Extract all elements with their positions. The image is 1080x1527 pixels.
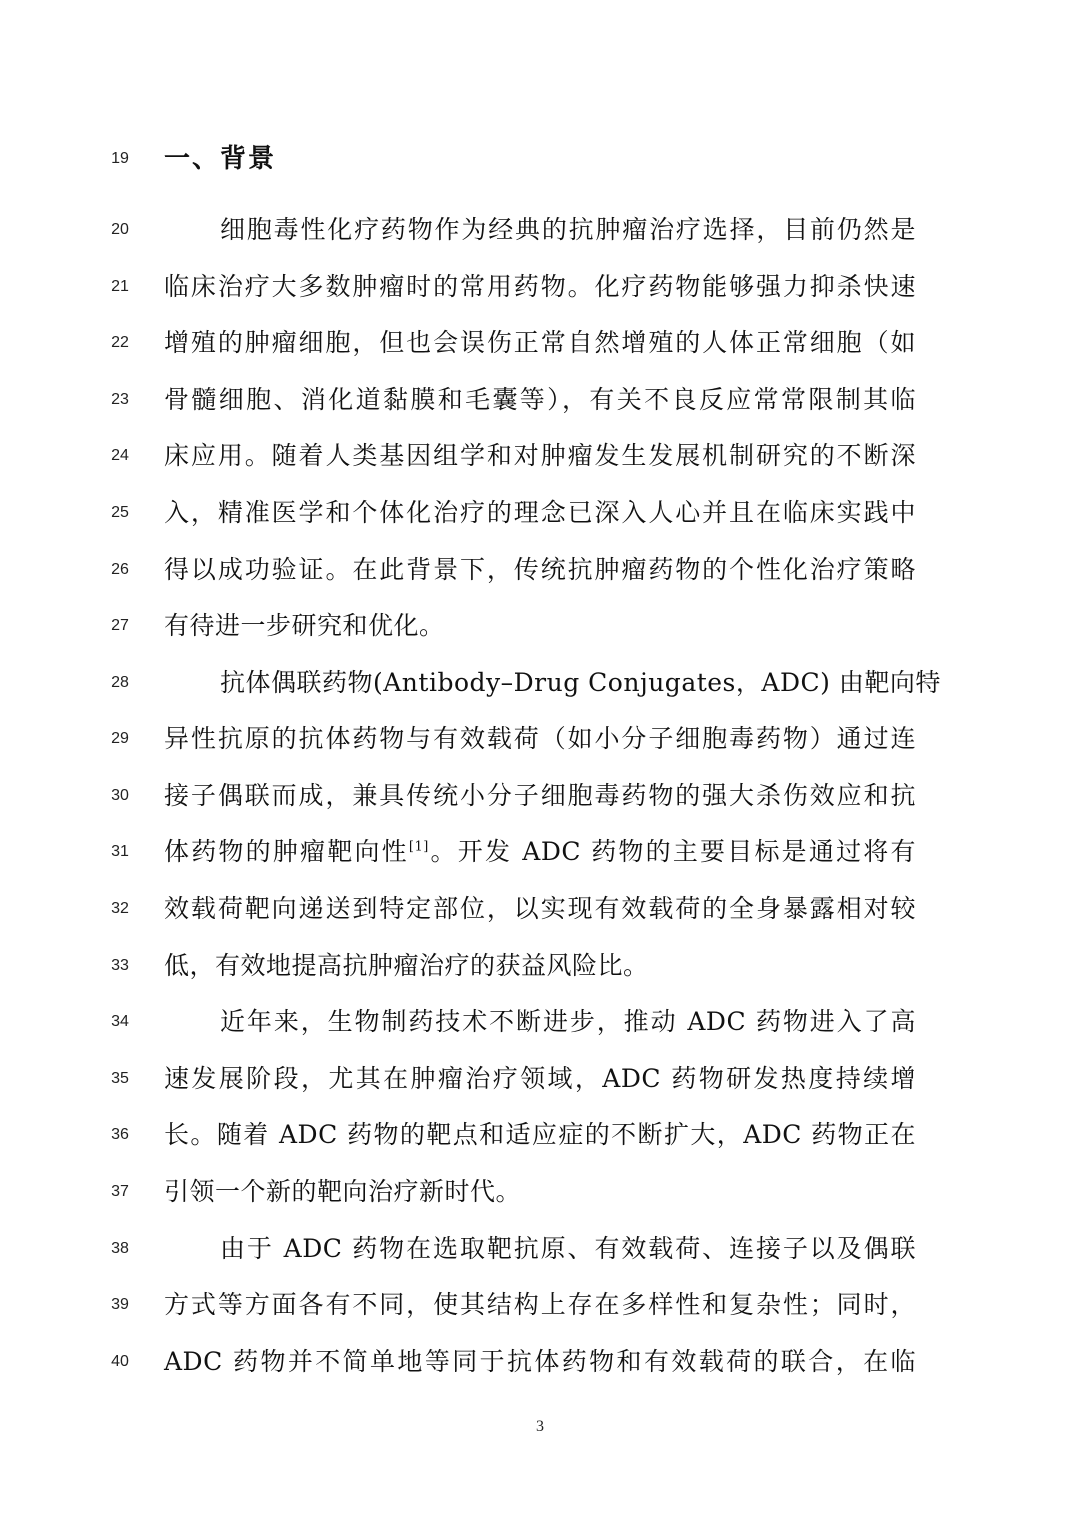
paragraph-text: 低，有效地提高抗肿瘤治疗的获益风险比。 xyxy=(164,951,649,980)
line-36 xyxy=(0,1115,1080,1155)
line-26 xyxy=(0,550,1080,590)
line-number: 40 xyxy=(111,1353,129,1370)
line-number: 19 xyxy=(111,150,129,167)
line-number: 33 xyxy=(111,957,129,974)
line-34 xyxy=(0,1002,1080,1042)
paragraph-text: 细胞毒性化疗药物作为经典的抗肿瘤治疗选择，目前仍然是 xyxy=(220,215,916,244)
line-19 xyxy=(0,139,1080,179)
line-27 xyxy=(0,606,1080,646)
paragraph-text: 近年来，生物制药技术不断进步，推动 ADC 药物进入了高 xyxy=(220,1007,916,1036)
line-number: 35 xyxy=(111,1070,129,1087)
line-40 xyxy=(0,1342,1080,1382)
section-heading: 一、背景 xyxy=(164,144,277,174)
paragraph-text: 异性抗原的抗体药物与有效载荷（如小分子细胞毒药物）通过连 xyxy=(164,724,916,753)
line-number: 29 xyxy=(111,730,129,747)
paragraph-text: 得以成功验证。在此背景下，传统抗肿瘤药物的个性化治疗策略 xyxy=(164,555,916,584)
line-number: 38 xyxy=(111,1240,129,1257)
paragraph-text: 抗体偶联药物(Antibody–Drug Conjugates，ADC) 由靶向特 xyxy=(220,668,941,697)
paragraph-text: 增殖的肿瘤细胞，但也会误伤正常自然增殖的人体正常细胞（如 xyxy=(164,328,916,357)
line-25 xyxy=(0,493,1080,533)
line-23 xyxy=(0,380,1080,420)
paragraph-text: 引领一个新的靶向治疗新时代。 xyxy=(164,1177,522,1206)
paragraph-text: 临床治疗大多数肿瘤时的常用药物。化疗药物能够强力抑杀快速 xyxy=(164,272,916,301)
line-number: 23 xyxy=(111,391,129,408)
line-number: 30 xyxy=(111,787,129,804)
line-number: 25 xyxy=(111,504,129,521)
line-20 xyxy=(0,210,1080,250)
paragraph-text: 床应用。随着人类基因组学和对肿瘤发生发展机制研究的不断深 xyxy=(164,441,916,470)
line-number: 32 xyxy=(111,900,129,917)
line-number: 31 xyxy=(111,843,129,860)
line-number: 39 xyxy=(111,1296,129,1313)
line-35 xyxy=(0,1059,1080,1099)
paragraph-text: 方式等方面各有不同，使其结构上存在多样性和复杂性；同时， xyxy=(164,1290,916,1319)
line-28 xyxy=(0,663,1080,703)
paragraph-text: 长。随着 ADC 药物的靶点和适应症的不断扩大，ADC 药物正在 xyxy=(164,1120,916,1149)
line-number: 21 xyxy=(111,278,129,295)
line-24 xyxy=(0,436,1080,476)
line-31 xyxy=(0,832,1080,872)
line-22 xyxy=(0,323,1080,363)
line-39 xyxy=(0,1285,1080,1325)
line-33 xyxy=(0,946,1080,986)
paragraph-text: 有待进一步研究和优化。 xyxy=(164,611,445,640)
line-number: 24 xyxy=(111,447,129,464)
paragraph-text: 效载荷靶向递送到特定部位，以实现有效载荷的全身暴露相对较 xyxy=(164,894,916,923)
line-number: 26 xyxy=(111,561,129,578)
line-37 xyxy=(0,1172,1080,1212)
paragraph-text: ADC 药物并不简单地等同于抗体药物和有效载荷的联合，在临 xyxy=(164,1347,916,1376)
line-number: 34 xyxy=(111,1013,129,1030)
line-number: 28 xyxy=(111,674,129,691)
paragraph-text: 速发展阶段，尤其在肿瘤治疗领域，ADC 药物研发热度持续增 xyxy=(164,1064,916,1093)
line-21 xyxy=(0,267,1080,307)
line-number: 27 xyxy=(111,617,129,634)
line-number: 20 xyxy=(111,221,129,238)
line-32 xyxy=(0,889,1080,929)
line-number: 36 xyxy=(111,1126,129,1143)
paragraph-text: 由于 ADC 药物在选取靶抗原、有效载荷、连接子以及偶联 xyxy=(220,1234,916,1263)
line-30 xyxy=(0,776,1080,816)
line-38 xyxy=(0,1229,1080,1269)
paragraph-text xyxy=(164,832,916,872)
text-segment: 。开发 ADC 药物的主要目标是通过将有 xyxy=(428,837,916,866)
paragraph-text: 骨髓细胞、消化道黏膜和毛囊等），有关不良反应常常限制其临 xyxy=(164,385,916,414)
line-number: 37 xyxy=(111,1183,129,1200)
line-29 xyxy=(0,719,1080,759)
paragraph-text: 入，精准医学和个体化治疗的理念已深入人心并且在临床实践中 xyxy=(164,498,916,527)
line-number: 22 xyxy=(111,334,129,351)
citation-reference[interactable]: [1] xyxy=(408,839,429,855)
text-segment: 体药物的肿瘤靶向性 xyxy=(164,837,409,866)
page-number: 3 xyxy=(536,1418,544,1435)
paragraph-text: 接子偶联而成，兼具传统小分子细胞毒药物的强大杀伤效应和抗 xyxy=(164,781,916,810)
